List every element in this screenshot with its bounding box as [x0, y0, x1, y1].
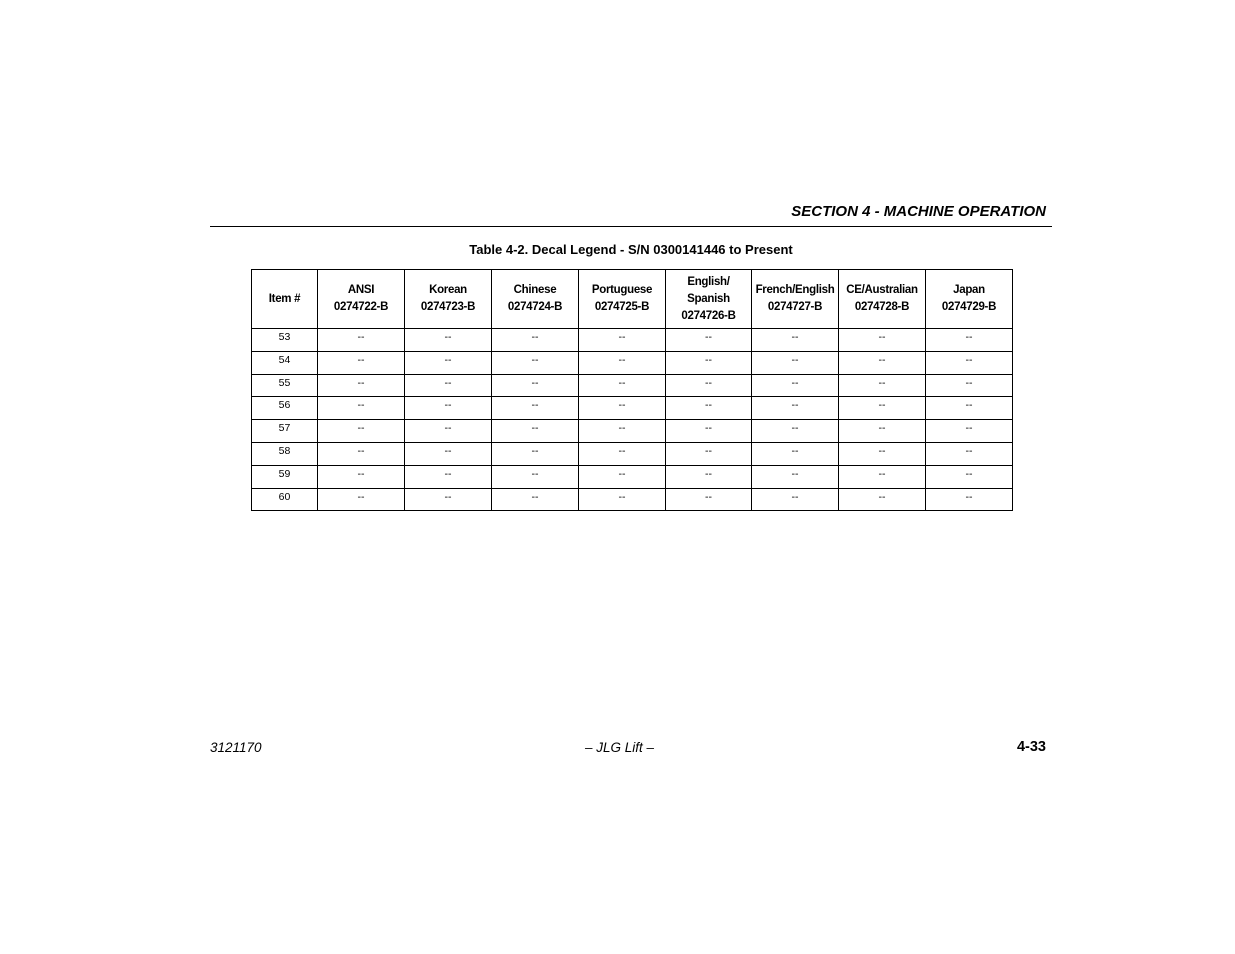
- decal-cell: --: [666, 420, 752, 443]
- decal-cell: --: [492, 442, 579, 465]
- decal-cell: --: [752, 442, 839, 465]
- decal-cell: --: [579, 442, 666, 465]
- decal-cell: --: [492, 351, 579, 374]
- header-rule: [210, 226, 1052, 227]
- item-number-cell: 53: [252, 329, 318, 352]
- decal-cell: --: [666, 329, 752, 352]
- decal-cell: --: [318, 329, 405, 352]
- column-header: [318, 270, 405, 329]
- decal-cell: --: [752, 374, 839, 397]
- decal-cell: --: [666, 351, 752, 374]
- decal-cell: --: [405, 351, 492, 374]
- column-header-line: English/: [687, 275, 730, 288]
- decal-cell: --: [666, 488, 752, 511]
- decal-cell: --: [752, 488, 839, 511]
- decal-cell: --: [839, 420, 926, 443]
- column-header: [926, 270, 1013, 329]
- column-header-line: Item #: [268, 292, 301, 305]
- column-header-line: Portuguese: [591, 284, 653, 296]
- decal-cell: --: [752, 465, 839, 488]
- decal-cell: --: [579, 374, 666, 397]
- decal-cell: --: [579, 465, 666, 488]
- item-number-cell: 60: [252, 488, 318, 511]
- decal-cell: --: [405, 420, 492, 443]
- decal-cell: --: [926, 374, 1013, 397]
- table-row: [252, 420, 1013, 443]
- column-header-line: 0274726-B: [681, 309, 736, 322]
- footer-doc-number: 3121170: [210, 740, 262, 755]
- decal-cell: --: [926, 329, 1013, 352]
- decal-cell: --: [318, 420, 405, 443]
- decal-cell: --: [839, 351, 926, 374]
- item-number-cell: 59: [252, 465, 318, 488]
- decal-cell: --: [579, 351, 666, 374]
- decal-cell: --: [752, 329, 839, 352]
- decal-cell: --: [839, 465, 926, 488]
- item-number-cell: 55: [252, 374, 318, 397]
- decal-cell: --: [492, 329, 579, 352]
- table-header-row: [252, 270, 1013, 329]
- table-caption: Table 4-2. Decal Legend - S/N 0300141446 to Present: [469, 242, 793, 257]
- column-header-line: 0274724-B: [507, 301, 563, 313]
- decal-cell: --: [926, 351, 1013, 374]
- item-number-cell: 57: [252, 420, 318, 443]
- decal-cell: --: [839, 329, 926, 352]
- column-header-line: 0274723-B: [420, 301, 476, 313]
- column-header-line: Korean: [429, 284, 467, 296]
- column-header-line: 0274729-B: [941, 301, 997, 313]
- column-header: [579, 270, 666, 329]
- column-header-line: 0274727-B: [767, 301, 823, 313]
- decal-cell: --: [666, 442, 752, 465]
- decal-cell: --: [839, 442, 926, 465]
- decal-cell: --: [405, 397, 492, 420]
- decal-cell: --: [318, 397, 405, 420]
- decal-legend-table: [251, 269, 1013, 511]
- decal-cell: --: [492, 397, 579, 420]
- table-row: [252, 442, 1013, 465]
- column-header-line: 0274728-B: [854, 301, 910, 313]
- column-header: [492, 270, 579, 329]
- decal-cell: --: [318, 442, 405, 465]
- decal-cell: --: [405, 488, 492, 511]
- footer-publisher: – JLG Lift –: [585, 740, 655, 755]
- table-row: [252, 329, 1013, 352]
- column-header-line: 0274722-B: [333, 301, 389, 313]
- decal-cell: --: [579, 488, 666, 511]
- column-header-line: 0274725-B: [594, 301, 650, 313]
- table-row: [252, 465, 1013, 488]
- decal-cell: --: [752, 351, 839, 374]
- decal-cell: --: [405, 374, 492, 397]
- decal-cell: --: [318, 351, 405, 374]
- column-header-line: Spanish: [687, 292, 730, 305]
- item-number-cell: 56: [252, 397, 318, 420]
- decal-cell: --: [839, 397, 926, 420]
- decal-cell: --: [492, 465, 579, 488]
- decal-cell: --: [666, 374, 752, 397]
- decal-cell: --: [752, 420, 839, 443]
- decal-cell: --: [318, 374, 405, 397]
- decal-cell: --: [405, 465, 492, 488]
- decal-cell: --: [405, 442, 492, 465]
- decal-cell: --: [579, 329, 666, 352]
- decal-cell: --: [926, 397, 1013, 420]
- item-number-cell: 58: [252, 442, 318, 465]
- column-header-line: ANSI: [347, 284, 375, 296]
- decal-cell: --: [579, 420, 666, 443]
- column-header-line: CE/Australian: [846, 284, 918, 296]
- column-header-line: French/English: [755, 284, 835, 296]
- column-header: [839, 270, 926, 329]
- decal-cell: --: [839, 488, 926, 511]
- decal-cell: --: [666, 397, 752, 420]
- footer-page-number: 4-33: [1016, 739, 1046, 755]
- column-header-line: Japan: [953, 284, 985, 296]
- table-row: [252, 397, 1013, 420]
- decal-cell: --: [492, 374, 579, 397]
- decal-cell: --: [492, 420, 579, 443]
- decal-cell: --: [926, 420, 1013, 443]
- decal-cell: --: [318, 488, 405, 511]
- column-header: [252, 270, 318, 329]
- column-header: [752, 270, 839, 329]
- decal-cell: --: [405, 329, 492, 352]
- decal-cell: --: [318, 465, 405, 488]
- decal-cell: --: [752, 397, 839, 420]
- decal-cell: --: [839, 374, 926, 397]
- decal-cell: --: [926, 442, 1013, 465]
- decal-cell: --: [926, 488, 1013, 511]
- column-header-line: Chinese: [513, 284, 557, 296]
- decal-cell: --: [492, 488, 579, 511]
- table-body: [252, 329, 1013, 511]
- item-number-cell: 54: [252, 351, 318, 374]
- decal-cell: --: [579, 397, 666, 420]
- section-title: SECTION 4 - MACHINE OPERATION: [791, 203, 1046, 220]
- table-row: [252, 374, 1013, 397]
- decal-cell: --: [926, 465, 1013, 488]
- table-row: [252, 488, 1013, 511]
- decal-cell: --: [666, 465, 752, 488]
- column-header: [405, 270, 492, 329]
- column-header: [666, 270, 752, 329]
- table-row: [252, 351, 1013, 374]
